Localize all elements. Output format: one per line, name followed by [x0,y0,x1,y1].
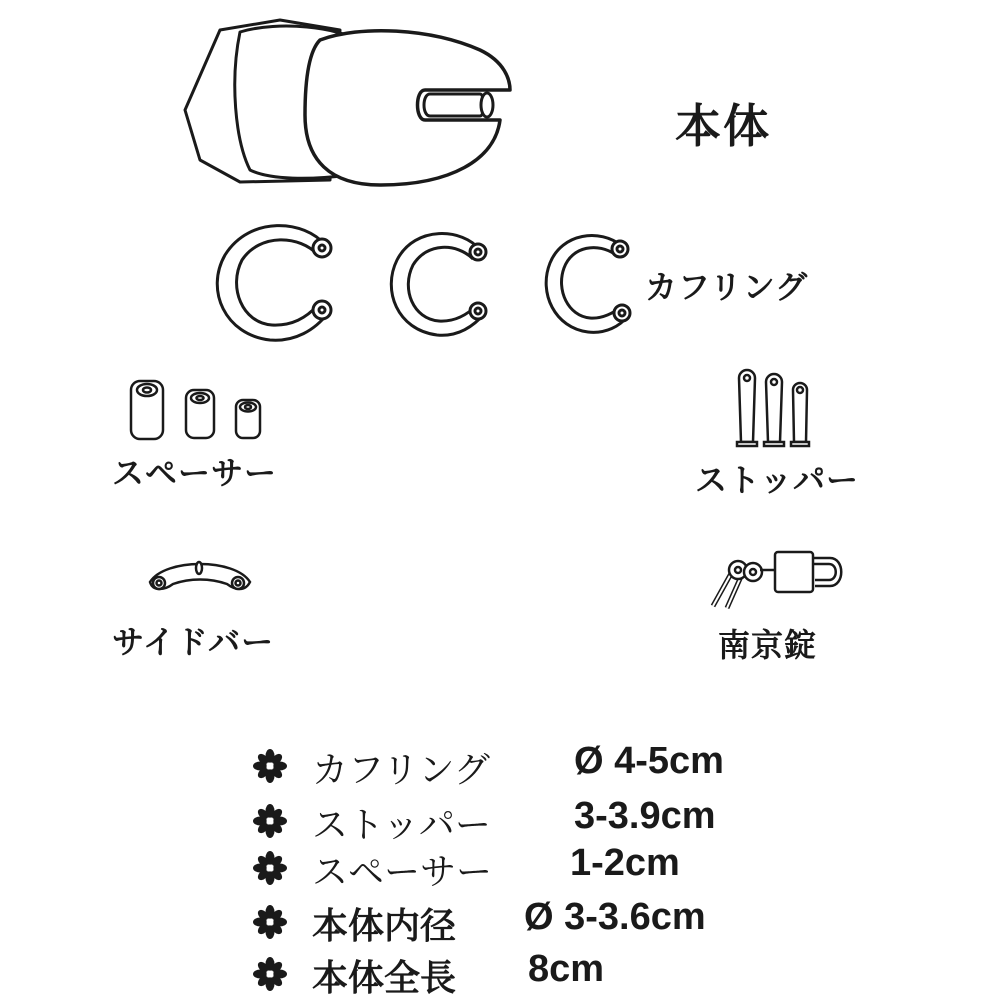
spec-name: ストッパー [312,805,491,846]
cuff-ring-small-icon [540,228,640,338]
chastity-body-illustration [180,20,520,190]
side-bar-label: サイドバー [112,623,275,661]
padlock-label: 南京錠 [718,626,818,664]
body-label: 本体 [675,99,771,153]
spec-value: Ø 3-3.6cm [524,896,706,938]
spec-name: カフリング [312,750,490,791]
spec-name: 本体内径 [312,906,457,947]
cuff-ring-medium-icon [385,225,495,340]
padlock-with-keys-icon [705,548,850,613]
spec-value: 1-2cm [570,842,680,884]
asterisk-flower-icon [252,850,288,886]
asterisk-flower-icon [252,956,288,992]
asterisk-flower-icon [252,748,288,784]
spacer-label: スペーサー [112,454,278,492]
cuff-ring-large-icon [210,215,340,345]
spec-name: スペーサー [312,852,493,893]
side-bar-icon [145,550,255,595]
cuff-ring-label: カフリング [645,268,809,306]
spec-value: 8cm [528,948,605,990]
asterisk-flower-icon [252,803,288,839]
stoppers-icon [735,368,825,450]
asterisk-flower-icon [252,904,288,940]
stopper-label: ストッパー [695,461,860,499]
spacers-icon [128,378,268,444]
spec-value: Ø 4-5cm [574,740,724,782]
spec-name: 本体全長 [312,958,457,999]
spec-value: 3-3.9cm [574,795,716,837]
